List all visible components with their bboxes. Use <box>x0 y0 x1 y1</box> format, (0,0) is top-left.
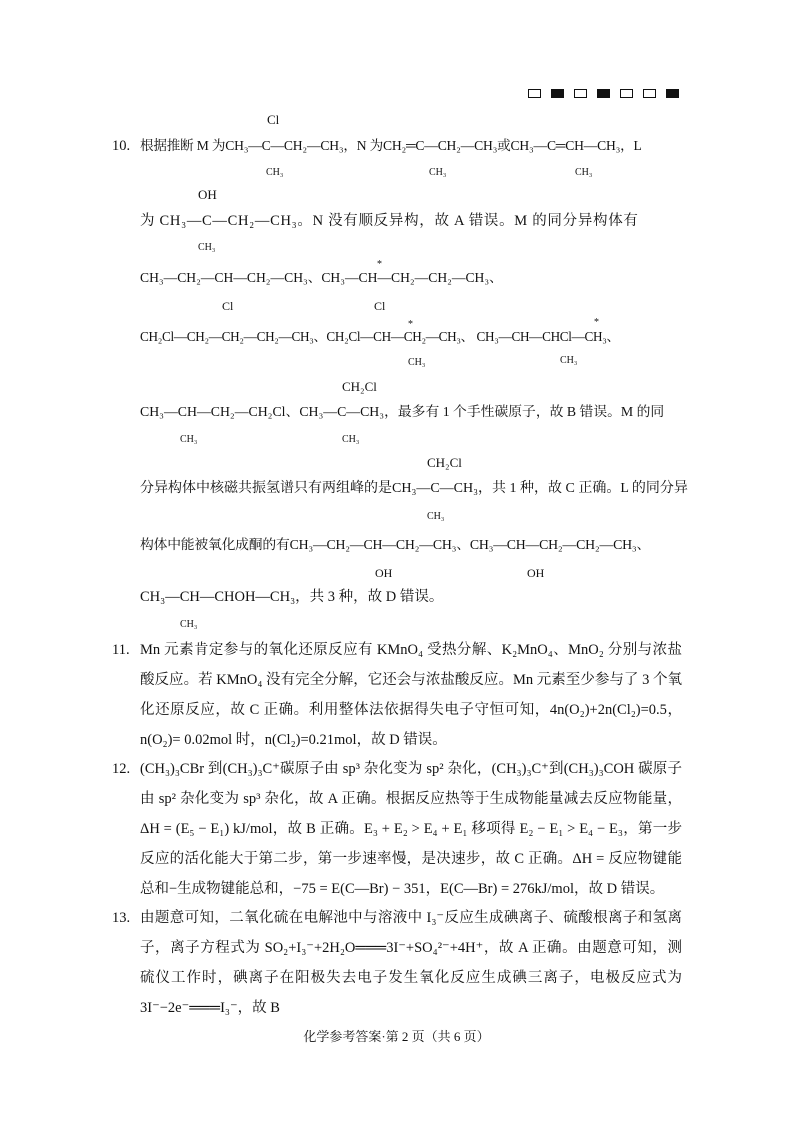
substituent: CH₃ <box>429 167 447 178</box>
text-line: 为 CH₃—C—CH₂—CH₃。N 没有顺反异构，故 A 错误。M 的同分异构体有 <box>140 213 639 229</box>
header-square <box>666 89 679 98</box>
formula-line: Cl <box>267 112 280 127</box>
formula-line: CH₂Cl <box>427 455 462 470</box>
question-number: 13. <box>112 910 131 926</box>
text-line: 构体中能被氧化成酮的有CH₃—CH₂—CH—CH₂—CH₃、CH₃—CH—CH₂—CH₂—CH₃、 <box>140 537 651 552</box>
page-footer: 化学参考答案·第 2 页（共 6 页） <box>303 1029 490 1044</box>
substituent: Cl <box>374 299 386 313</box>
formula-line: 根据推断 M 为CH₃—C—CH₂—CH₃，N 为CH₂═C—CH₂—CH₃或CH₃—C═CH—CH₃，L <box>140 138 642 153</box>
header-square <box>643 89 656 98</box>
star-mark: * <box>377 259 382 270</box>
star-mark: * <box>594 317 599 328</box>
substituent: CH₃ <box>560 355 578 366</box>
substituent: CH₃ <box>198 242 216 253</box>
header-square <box>528 89 541 98</box>
answer-paragraph: 由题意可知，二氧化硫在电解池中与溶液中 I₃⁻反应生成碘离子、硫酸根离子和氢离子，离子方程式为 SO₂+I₃⁻+2H₂O═══3I⁻+SO₄²⁻+4H⁺，故 A 正确。由题意可知，测硫仪工作时，碘离子在阳极失去电子发生氧化反应生成碘三离子，电极反应式为 3I⁻−2e⁻═══I₃⁻，故 B <box>140 910 682 1016</box>
substituent: Cl <box>222 299 234 313</box>
question-number: 11. <box>112 642 130 658</box>
text-line: CH₃—CH—CHOH—CH₃，共 3 种，故 D 错误。 <box>140 589 444 605</box>
answer-paragraph: (CH₃)₃CBr 到(CH₃)₃C⁺碳原子由 sp³ 杂化变为 sp² 杂化，(CH₃)₃C⁺到(CH₃)₃COH 碳原子由 sp² 杂化变为 sp³ 杂化，故 A 正确。根据反应热等于生成物能量减去反应物能量，ΔH = (E₅ − E₁) kJ/mol，故 B 正确。E₃ + E₂ > E₄ + E₁ 移项得 E₂ − E₁ > E₄ − E₃，第一步反应的活化能大于第二步，第一步速率慢，是决速步，故 C 正确。ΔH = 反应物键能总和−生成物键能总和，−75 = E(C—Br) − 351，E(C—Br) = 276kJ/mol，故 D 错误。 <box>140 761 682 897</box>
text-line: CH₃—CH—CH₂—CH₂Cl、CH₃—C—CH₃，最多有 1 个手性碳原子，故 B 错误。M 的同 <box>140 404 665 419</box>
answer-paragraph: Mn 元素肯定参与的氧化还原反应有 KMnO₄ 受热分解、K₂MnO₄、MnO₂ 分别与浓盐酸反应。若 KMnO₄ 没有完全分解，它还会与浓盐酸反应。Mn 元素至少参与了 3 个氧化还原反应，故 C 正确。利用整体法依据得失电子守恒可知，4n(O₂)+2n(Cl₂)=0.5，n(O₂)= 0.02mol 时，n(Cl₂)=0.21mol，故 D 错误。 <box>140 642 682 748</box>
header-square <box>551 89 564 98</box>
substituent: CH₃ <box>575 167 593 178</box>
substituent: OH <box>527 566 545 580</box>
header-square <box>574 89 587 98</box>
header-square <box>620 89 633 98</box>
text-line: 分异构体中核磁共振氢谱只有两组峰的是CH₃—C—CH₃，共 1 种，故 C 正确。L 的同分异 <box>140 481 688 496</box>
substituent: CH₃ <box>180 619 198 630</box>
question-number: 10. <box>112 138 131 154</box>
formula-line: CH₂Cl—CH₂—CH₂—CH₂—CH₃、CH₂Cl—CH—CH₂—CH₃、 CH₃—CH—CHCl—CH₃、 <box>140 329 620 344</box>
substituent: CH₃ <box>266 167 284 178</box>
substituent: CH₃ <box>180 434 198 445</box>
formula-line: OH <box>198 187 217 202</box>
substituent: OH <box>375 566 393 580</box>
substituent: CH₃ <box>342 434 360 445</box>
substituent: CH₃ <box>408 357 426 368</box>
formula-line: CH₂Cl <box>342 379 377 394</box>
question-number: 12. <box>112 761 131 777</box>
formula-line: CH₃—CH₂—CH—CH₂—CH₃、CH₃—CH—CH₂—CH₂—CH₃、 <box>140 270 503 285</box>
header-square <box>597 89 610 98</box>
star-mark: * <box>408 319 413 330</box>
substituent: CH₃ <box>427 511 445 522</box>
